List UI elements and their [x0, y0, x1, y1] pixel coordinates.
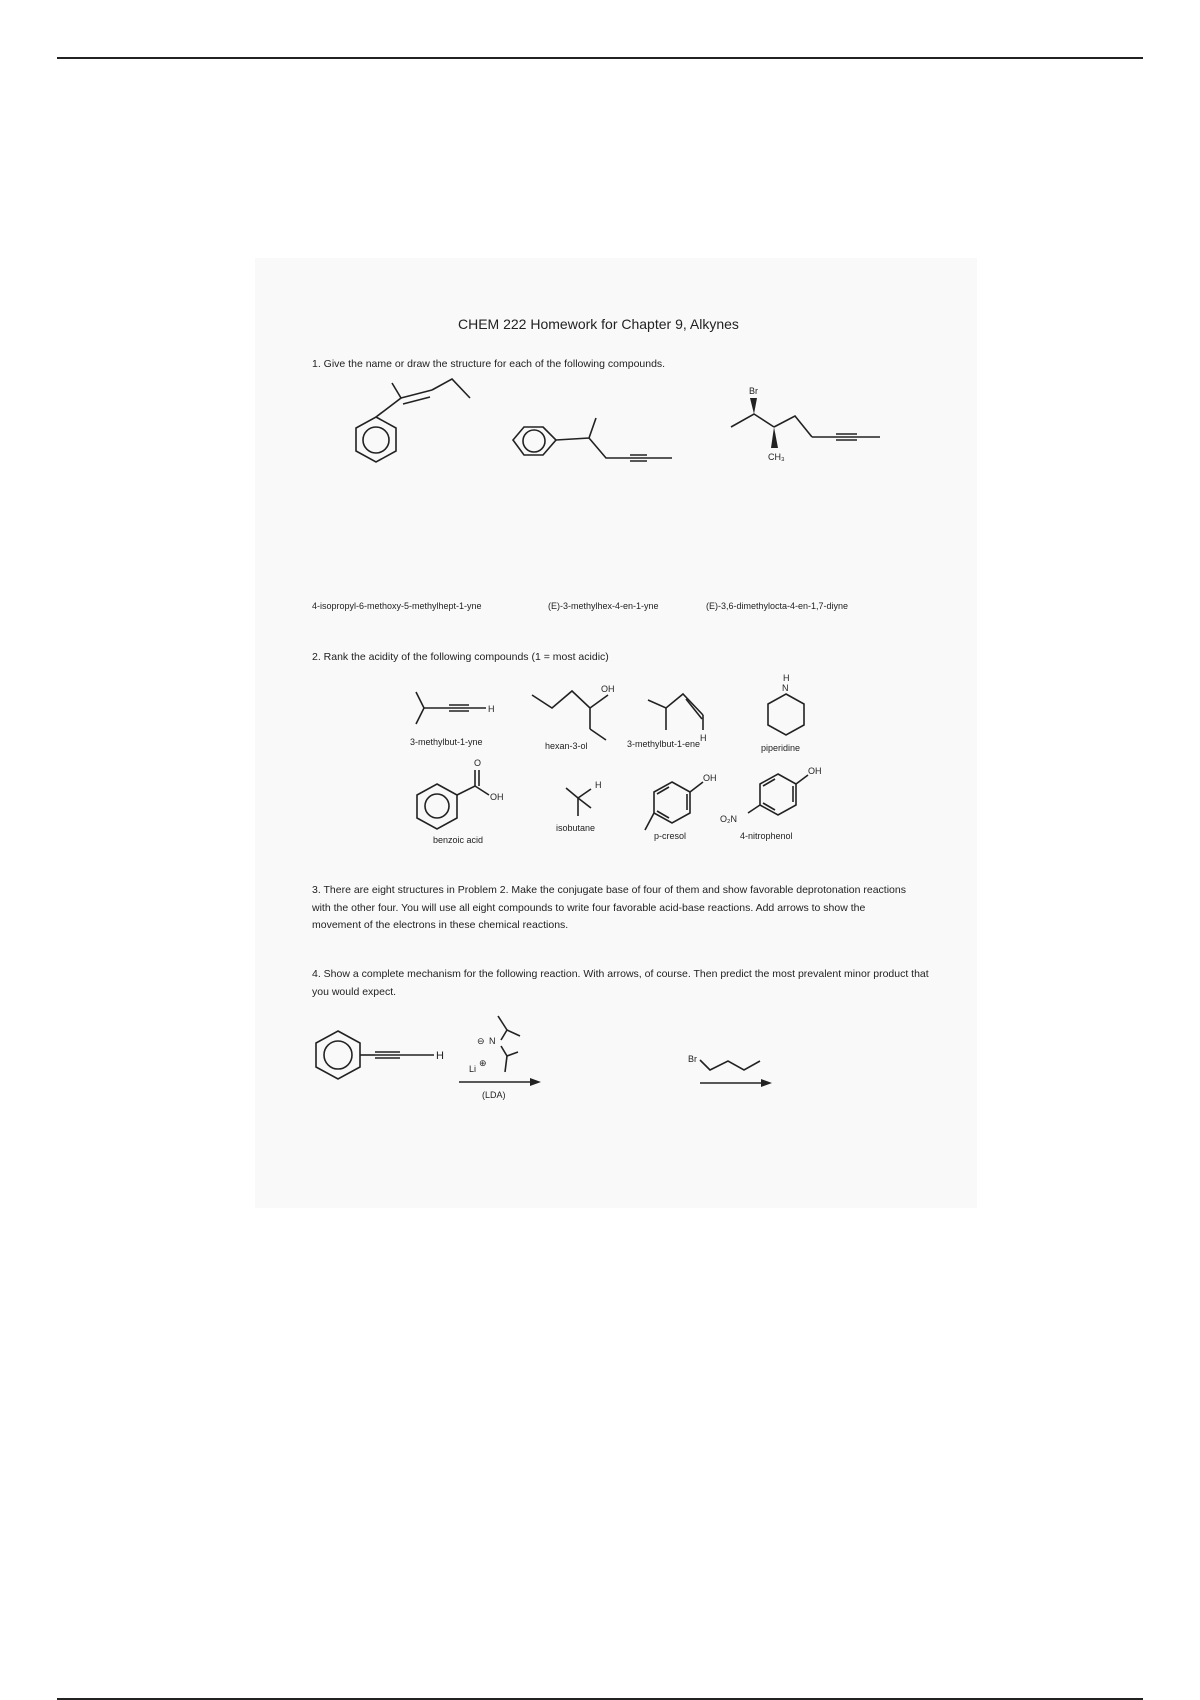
minus-charge: ⊖ — [477, 1036, 485, 1046]
q1-name-1: 4-isopropyl-6-methoxy-5-methylhept-1-yne — [312, 601, 482, 611]
reaction-arrow-head — [761, 1079, 772, 1087]
q2-label-nitrophenol: 4-nitrophenol — [740, 831, 793, 841]
nitro-label: O₂N — [720, 814, 737, 824]
bromine-label: Br — [749, 386, 758, 396]
h-label: H — [595, 780, 602, 790]
q2-label-hexanol: hexan-3-ol — [545, 741, 588, 751]
oh-label: OH — [703, 773, 717, 783]
o-label: O — [474, 758, 482, 768]
q2-label-benzoic-acid: benzoic acid — [433, 835, 484, 845]
q2-label-piperidine: piperidine — [761, 743, 801, 753]
lithium-label: Li — [469, 1064, 477, 1074]
oh-label: OH — [490, 792, 504, 802]
q1-name-3: (E)-3,6-dimethylocta-4-en-1,7-diyne — [706, 601, 849, 611]
q2-label-p-cresol: p-cresol — [654, 831, 687, 841]
bromine-label: Br — [688, 1054, 697, 1064]
oh-label: OH — [601, 684, 615, 694]
h-label: H — [436, 1050, 444, 1062]
h-label: H — [700, 733, 707, 743]
page-title: CHEM 222 Homework for Chapter 9, Alkynes — [458, 316, 739, 332]
h-label: H — [488, 704, 495, 714]
h-label: H — [783, 673, 790, 683]
oh-label: OH — [808, 766, 822, 776]
reaction-arrow-head — [530, 1078, 541, 1086]
q4-bromobutane — [688, 1054, 772, 1087]
plus-charge: ⊕ — [479, 1058, 487, 1068]
q2-label-isobutane: isobutane — [556, 823, 596, 833]
question-1-prompt: 1. Give the name or draw the structure for each of the following compounds. — [312, 358, 666, 370]
q2-label-methylbutene: 3-methylbut-1-ene — [627, 739, 701, 749]
q4-lda-reagent — [459, 1016, 541, 1100]
q2-label-methylbutyne: 3-methylbut-1-yne — [410, 737, 483, 747]
n-label: N — [489, 1036, 496, 1046]
aromatic-circle — [324, 1041, 352, 1069]
question-2-prompt: 2. Rank the acidity of the following compounds (1 = most acidic) — [312, 651, 609, 663]
q1-name-2: (E)-3-methylhex-4-en-1-yne — [548, 601, 659, 611]
q4-phenylacetylene — [316, 1031, 444, 1079]
question-3-text: 3. There are eight structures in Problem 2. Make the conjugate base of four of them and show favorable deprotonation reactions with the other four. You will use all eight compounds to write four favorable acid-base reactions. Add arrows to show the movement of the electrons in these chemical reactions. — [312, 884, 906, 931]
benzene-ring — [316, 1031, 360, 1079]
question-4-text: 4. Show a complete mechanism for the following reaction. With arrows, of course. Then predict the most prevalent minor product that you would expect. — [312, 968, 929, 998]
n-label: N — [782, 683, 789, 693]
lda-label: (LDA) — [482, 1090, 506, 1100]
methyl-label: CH₃ — [768, 452, 785, 462]
